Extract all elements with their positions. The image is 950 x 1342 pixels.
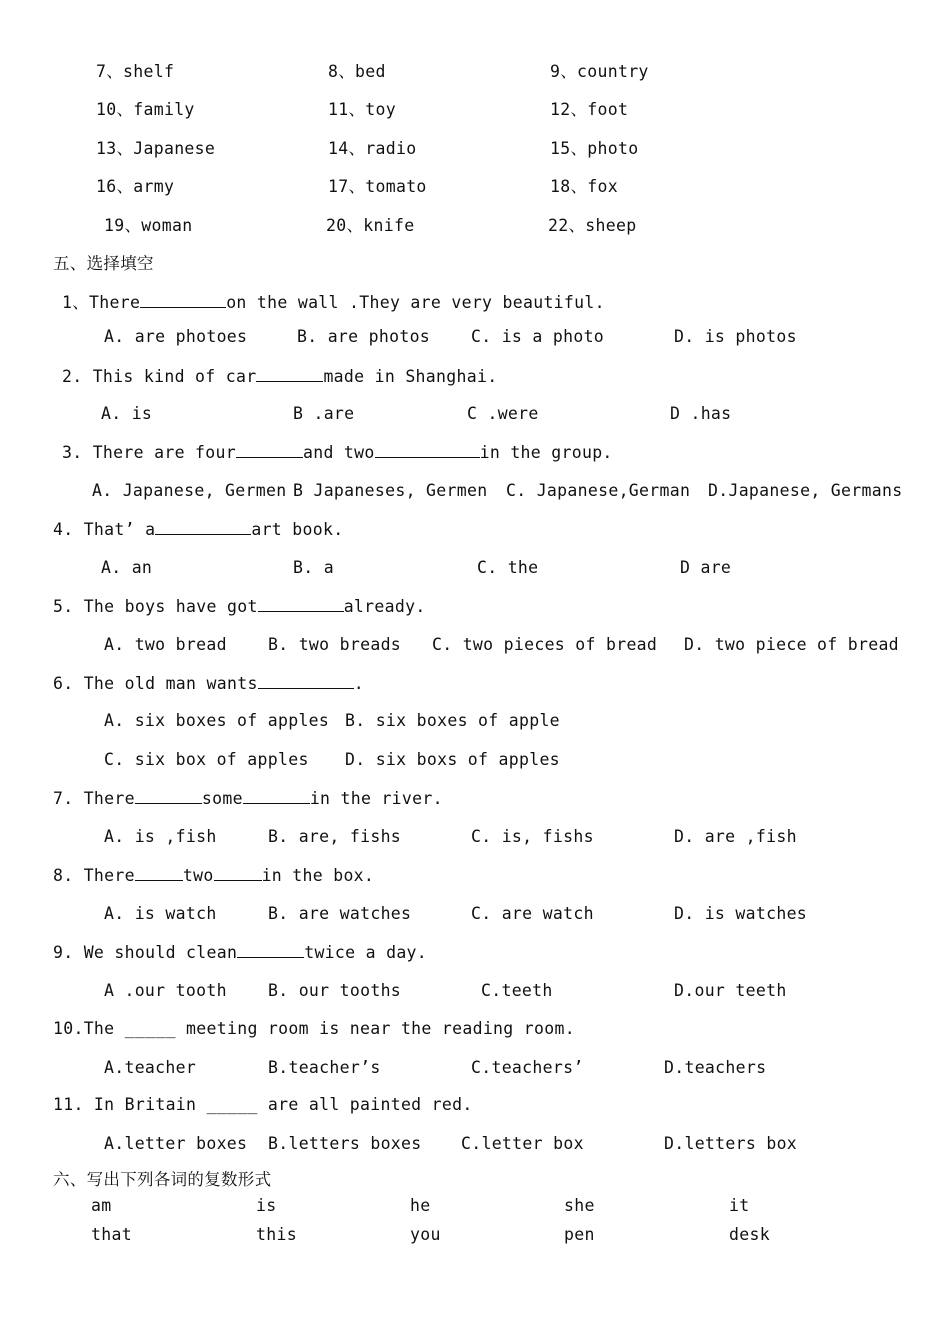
option: C. are watch — [471, 904, 594, 923]
word-item: it — [729, 1196, 750, 1215]
word-item: you — [410, 1225, 441, 1244]
option: C. the — [477, 558, 539, 577]
option: A. is — [101, 404, 153, 423]
answer-blank[interactable] — [140, 292, 226, 308]
option: B Japaneses, Germen — [293, 481, 488, 500]
option: A. Japanese, Germen — [92, 481, 287, 500]
option: C. Japanese,German — [506, 481, 691, 500]
stem-text: 5. The boys have got — [53, 597, 258, 616]
word-item: that — [91, 1225, 132, 1244]
word-item: is — [256, 1196, 277, 1215]
answer-blank[interactable] — [258, 673, 354, 689]
option: C. six box of apples — [104, 750, 309, 769]
stem-text: 2. This kind of car — [62, 367, 257, 386]
option: D. is watches — [674, 904, 808, 923]
stem-text: 6. The old man wants — [53, 674, 258, 693]
option: B.teacher’s — [268, 1058, 381, 1077]
question-stem — [62, 366, 497, 386]
stem-text: 3. There are four — [62, 443, 236, 462]
option: A. are photoes — [104, 327, 248, 346]
stem-text: art book. — [251, 520, 344, 539]
word-item: 12、foot — [550, 100, 629, 119]
word-item: she — [564, 1196, 595, 1215]
option: A .our tooth — [104, 981, 227, 1000]
question-stem — [62, 442, 613, 462]
question-stem: 11. In Britain _____ are all painted red. — [53, 1095, 473, 1114]
word-item: 7、shelf — [96, 62, 175, 81]
stem-text: . — [353, 674, 364, 693]
stem-text: 1、There — [62, 293, 141, 312]
word-item: 19、woman — [104, 216, 193, 235]
stem-text: already. — [343, 597, 426, 616]
section-title: 六、写出下列各词的复数形式 — [53, 1170, 272, 1189]
stem-text: two — [182, 866, 214, 885]
word-item: 17、tomato — [328, 177, 427, 196]
option: A. is watch — [104, 904, 217, 923]
option: B. are watches — [268, 904, 412, 923]
answer-blank[interactable] — [155, 519, 251, 535]
answer-blank[interactable] — [243, 788, 310, 804]
stem-text: in the river. — [309, 789, 443, 808]
stem-text: 9. We should clean — [53, 943, 238, 962]
option: B. are, fishs — [268, 827, 402, 846]
answer-blank[interactable] — [237, 942, 304, 958]
question-stem — [53, 519, 343, 539]
question-stem: 10.The _____ meeting room is near the reading room. — [53, 1019, 575, 1038]
option: B. two breads — [268, 635, 402, 654]
option: B. a — [293, 558, 334, 577]
stem-text: twice a day. — [304, 943, 428, 962]
option: C. is, fishs — [471, 827, 594, 846]
stem-text: 8. There — [53, 866, 135, 885]
option: D. two piece of bread — [684, 635, 899, 654]
word-item: 13、Japanese — [96, 139, 216, 158]
answer-blank[interactable] — [236, 442, 303, 458]
stem-text: 4. That’ a — [53, 520, 156, 539]
option: C.teeth — [481, 981, 553, 1000]
word-item: 8、bed — [328, 62, 386, 81]
question-stem — [53, 865, 374, 885]
word-item: this — [256, 1225, 297, 1244]
option: A. an — [101, 558, 153, 577]
option: C. two pieces of bread — [432, 635, 658, 654]
answer-blank[interactable] — [135, 865, 183, 881]
option: C.teachers’ — [471, 1058, 584, 1077]
word-item: 16、army — [96, 177, 175, 196]
word-item: am — [91, 1196, 112, 1215]
option: B.letters boxes — [268, 1134, 422, 1153]
answer-blank[interactable] — [258, 596, 344, 612]
option: B. our tooths — [268, 981, 402, 1000]
question-stem — [53, 596, 426, 616]
question-stem — [53, 788, 443, 808]
stem-text: 7. There — [53, 789, 135, 808]
word-item: 15、photo — [550, 139, 639, 158]
word-item: 14、radio — [328, 139, 417, 158]
answer-blank[interactable] — [214, 865, 262, 881]
option: B .are — [293, 404, 355, 423]
option: D. six boxs of apples — [345, 750, 560, 769]
section-title: 五、选择填空 — [53, 254, 154, 273]
option: A. two bread — [104, 635, 227, 654]
option: D. is photos — [674, 327, 797, 346]
option: D .has — [670, 404, 732, 423]
option: C .were — [467, 404, 539, 423]
stem-text: and two — [302, 443, 375, 462]
word-item: 20、knife — [326, 216, 415, 235]
stem-text: in the group. — [479, 443, 613, 462]
option: D.Japanese, Germans — [708, 481, 903, 500]
option: B. six boxes of apple — [345, 711, 560, 730]
stem-text: made in Shanghai. — [323, 367, 498, 386]
option: C.letter box — [461, 1134, 584, 1153]
answer-blank[interactable] — [375, 442, 480, 458]
word-item: pen — [564, 1225, 595, 1244]
question-stem — [53, 942, 427, 962]
option: D. are ,fish — [674, 827, 797, 846]
option: D.our teeth — [674, 981, 787, 1000]
option: D.letters box — [664, 1134, 798, 1153]
option: A.teacher — [104, 1058, 197, 1077]
word-item: 10、family — [96, 100, 195, 119]
word-item: 18、fox — [550, 177, 618, 196]
option: A. six boxes of apples — [104, 711, 330, 730]
answer-blank[interactable] — [256, 366, 323, 382]
word-item: he — [410, 1196, 431, 1215]
option: C. is a photo — [471, 327, 605, 346]
word-item: 11、toy — [328, 100, 396, 119]
word-item: 22、sheep — [548, 216, 637, 235]
question-stem — [62, 289, 605, 313]
option: D are — [680, 558, 732, 577]
stem-text: some — [201, 789, 243, 808]
option: B. are photos — [297, 327, 431, 346]
word-item: 9、country — [550, 62, 649, 81]
answer-blank[interactable] — [135, 788, 202, 804]
option: D.teachers — [664, 1058, 767, 1077]
word-item: desk — [729, 1225, 770, 1244]
option: A. is ,fish — [104, 827, 217, 846]
question-stem — [53, 673, 364, 693]
stem-text: in the box. — [261, 866, 375, 885]
option: A.letter boxes — [104, 1134, 248, 1153]
stem-text: on the wall .They are very beautiful. — [226, 293, 605, 312]
